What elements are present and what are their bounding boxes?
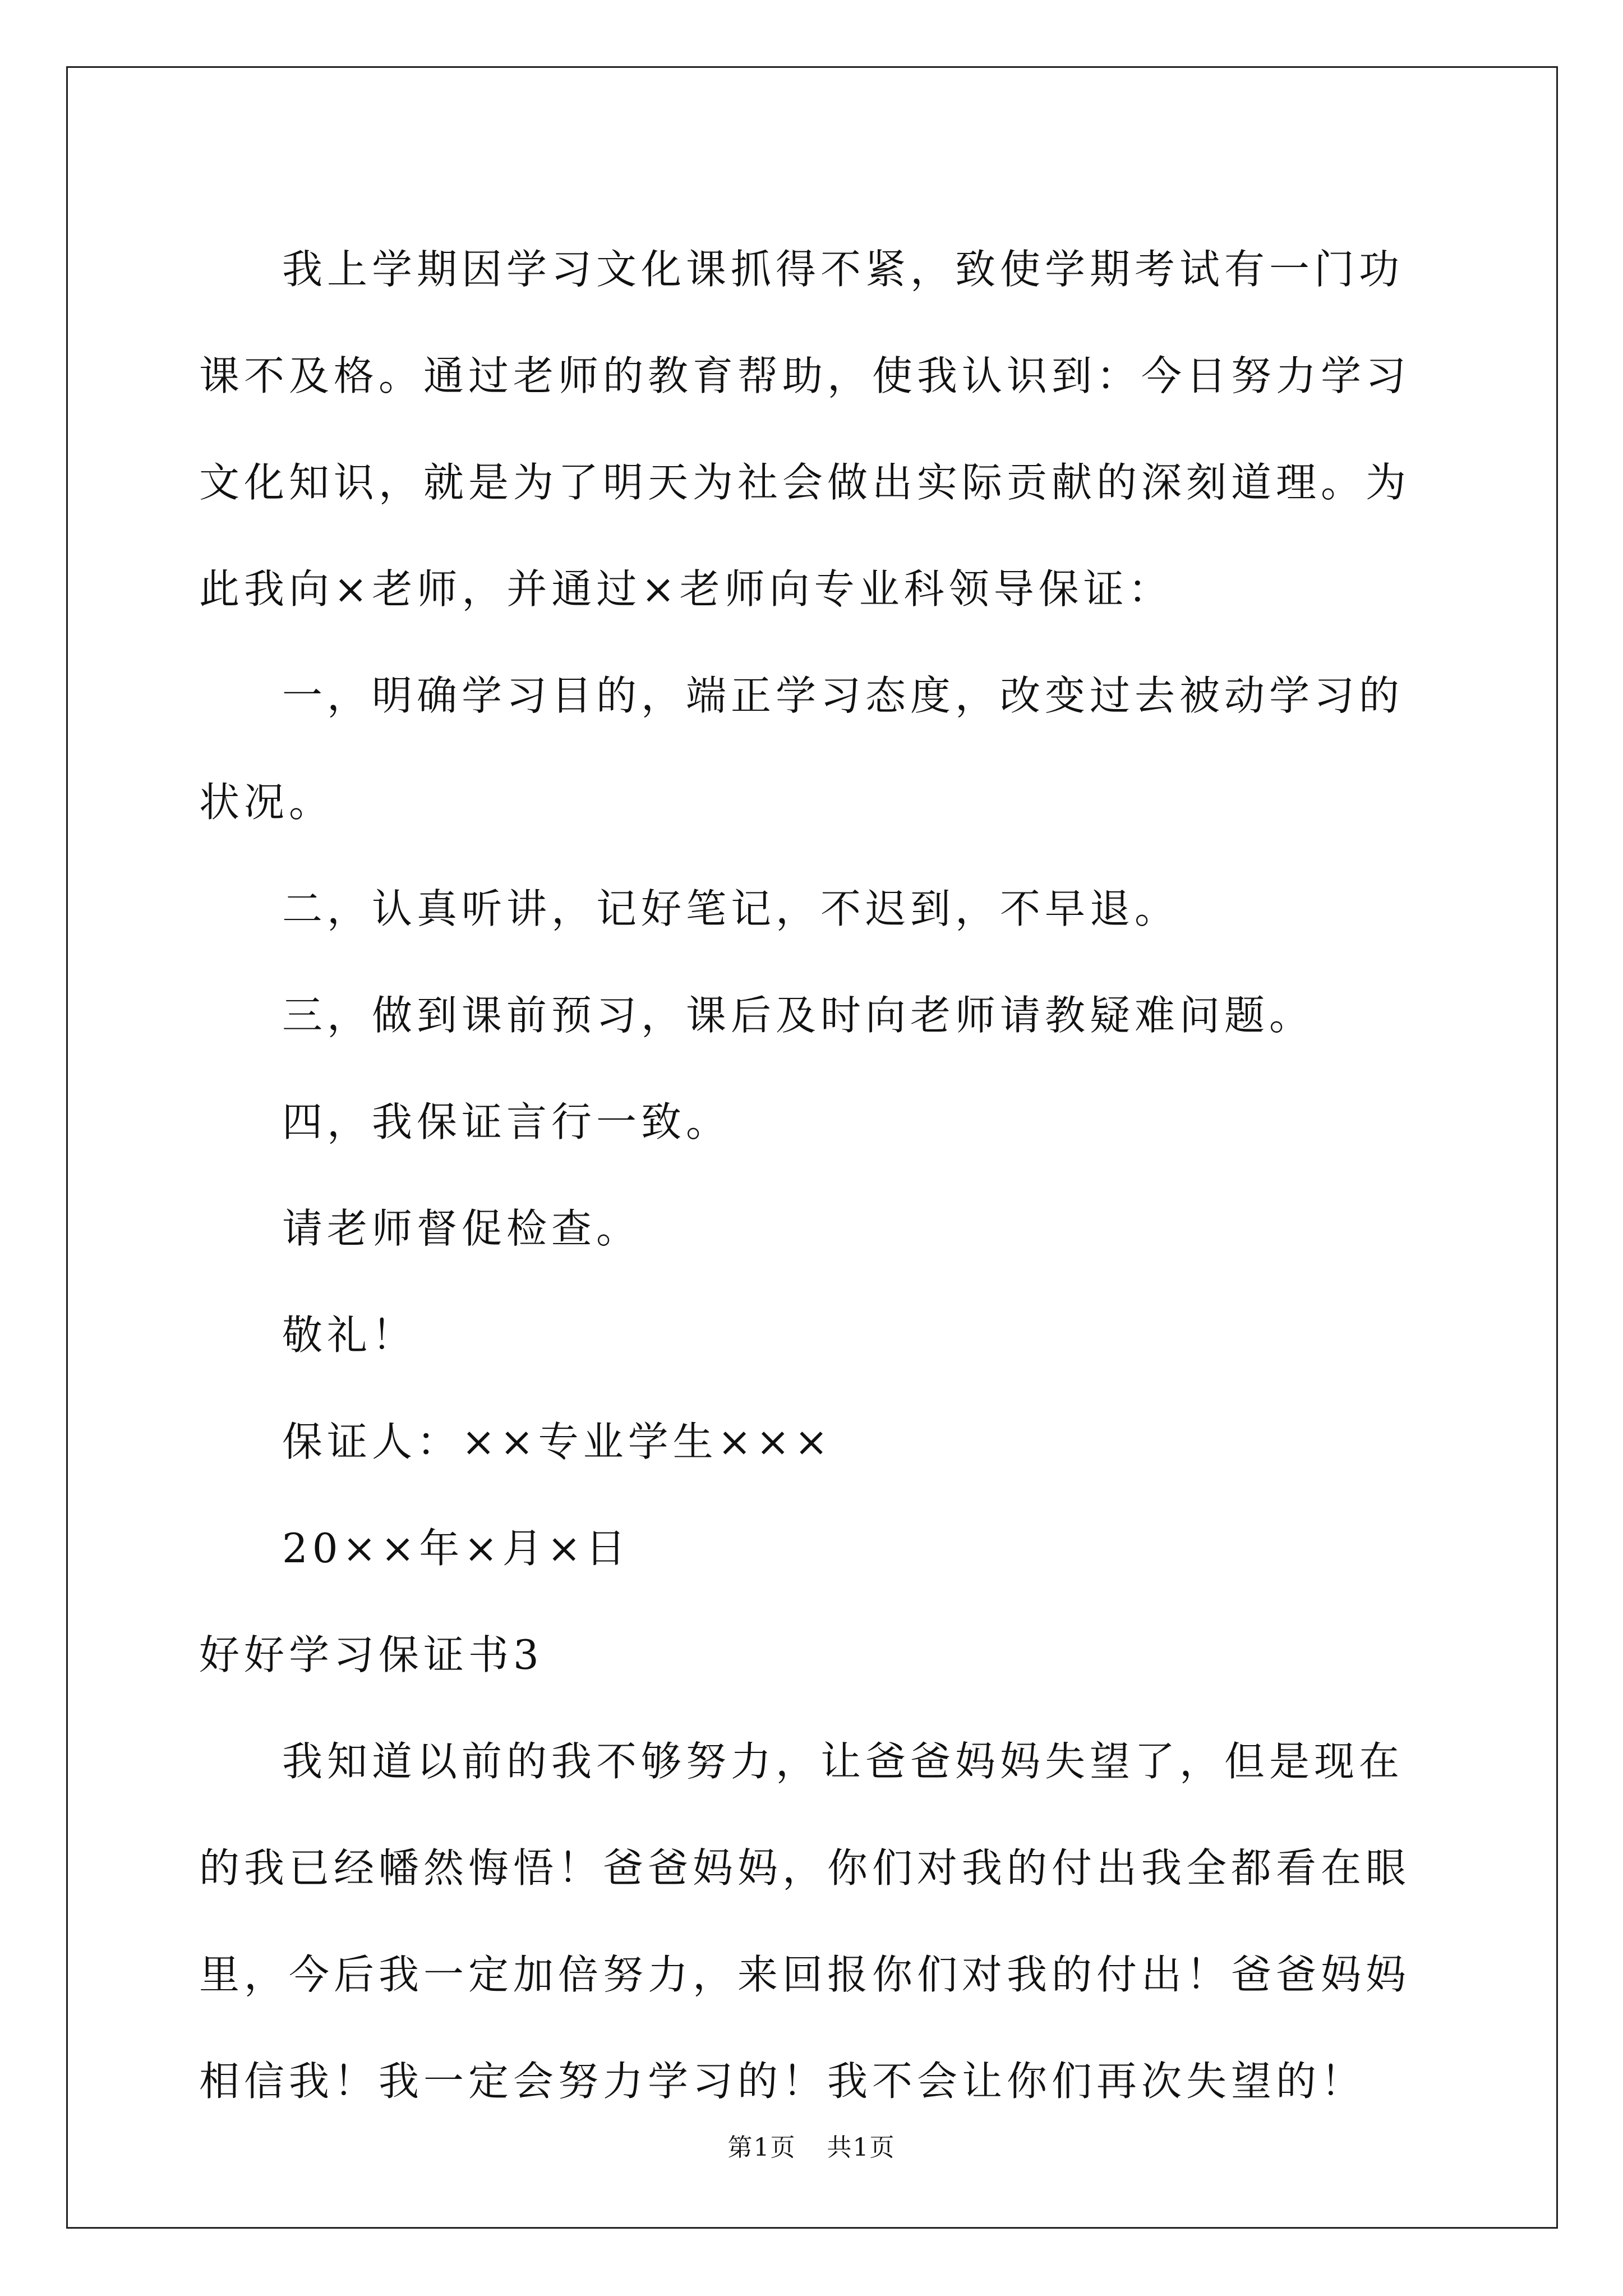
paragraph-intro: 我上学期因学习文化课抓得不紧，致使学期考试有一门功课不及格。通过老师的教育帮助，使我认识到：今日努力学习文化知识，就是为了明天为社会做出实际贡献的深刻道理。为此我向×老师，并通过×老师向专业科领导保证：: [199, 246, 1411, 613]
paragraph-salutation: 敬礼！: [282, 1312, 417, 1359]
page-footer: [0, 2127, 1623, 2163]
paragraph-item-1: 一，明确学习目的，端正学习态度，改变过去被动学习的状况。: [199, 672, 1404, 826]
paragraph-signer: 保证人：××专业学生×××: [282, 1418, 833, 1465]
paragraph-item-2: 二，认真听讲，记好笔记，不迟到，不早退。: [282, 885, 1180, 932]
paragraph-item-3: 三，做到课前预习，课后及时向老师请教疑难问题。: [282, 992, 1315, 1039]
page-number: 第1页: [727, 2133, 796, 2162]
paragraph-item-4: 四，我保证言行一致。: [282, 1098, 731, 1145]
paragraph-date: 20××年×月×日: [282, 1525, 630, 1572]
paragraph-request: 请老师督促检查。: [282, 1205, 642, 1252]
page-total: 共1页: [827, 2133, 896, 2162]
paragraph-pledge: 我知道以前的我不够努力，让爸爸妈妈失望了，但是现在的我已经幡然悔悟！爸爸妈妈，你们对我的付出我全都看在眼里，今后我一定加倍努力，来回报你们对我的付出！爸爸妈妈相信我！我一定会努力学习的！我不会让你们再次失望的！: [199, 1738, 1411, 2105]
section-heading: 好好学习保证书3: [199, 1631, 543, 1678]
document-body: [199, 216, 1422, 2134]
